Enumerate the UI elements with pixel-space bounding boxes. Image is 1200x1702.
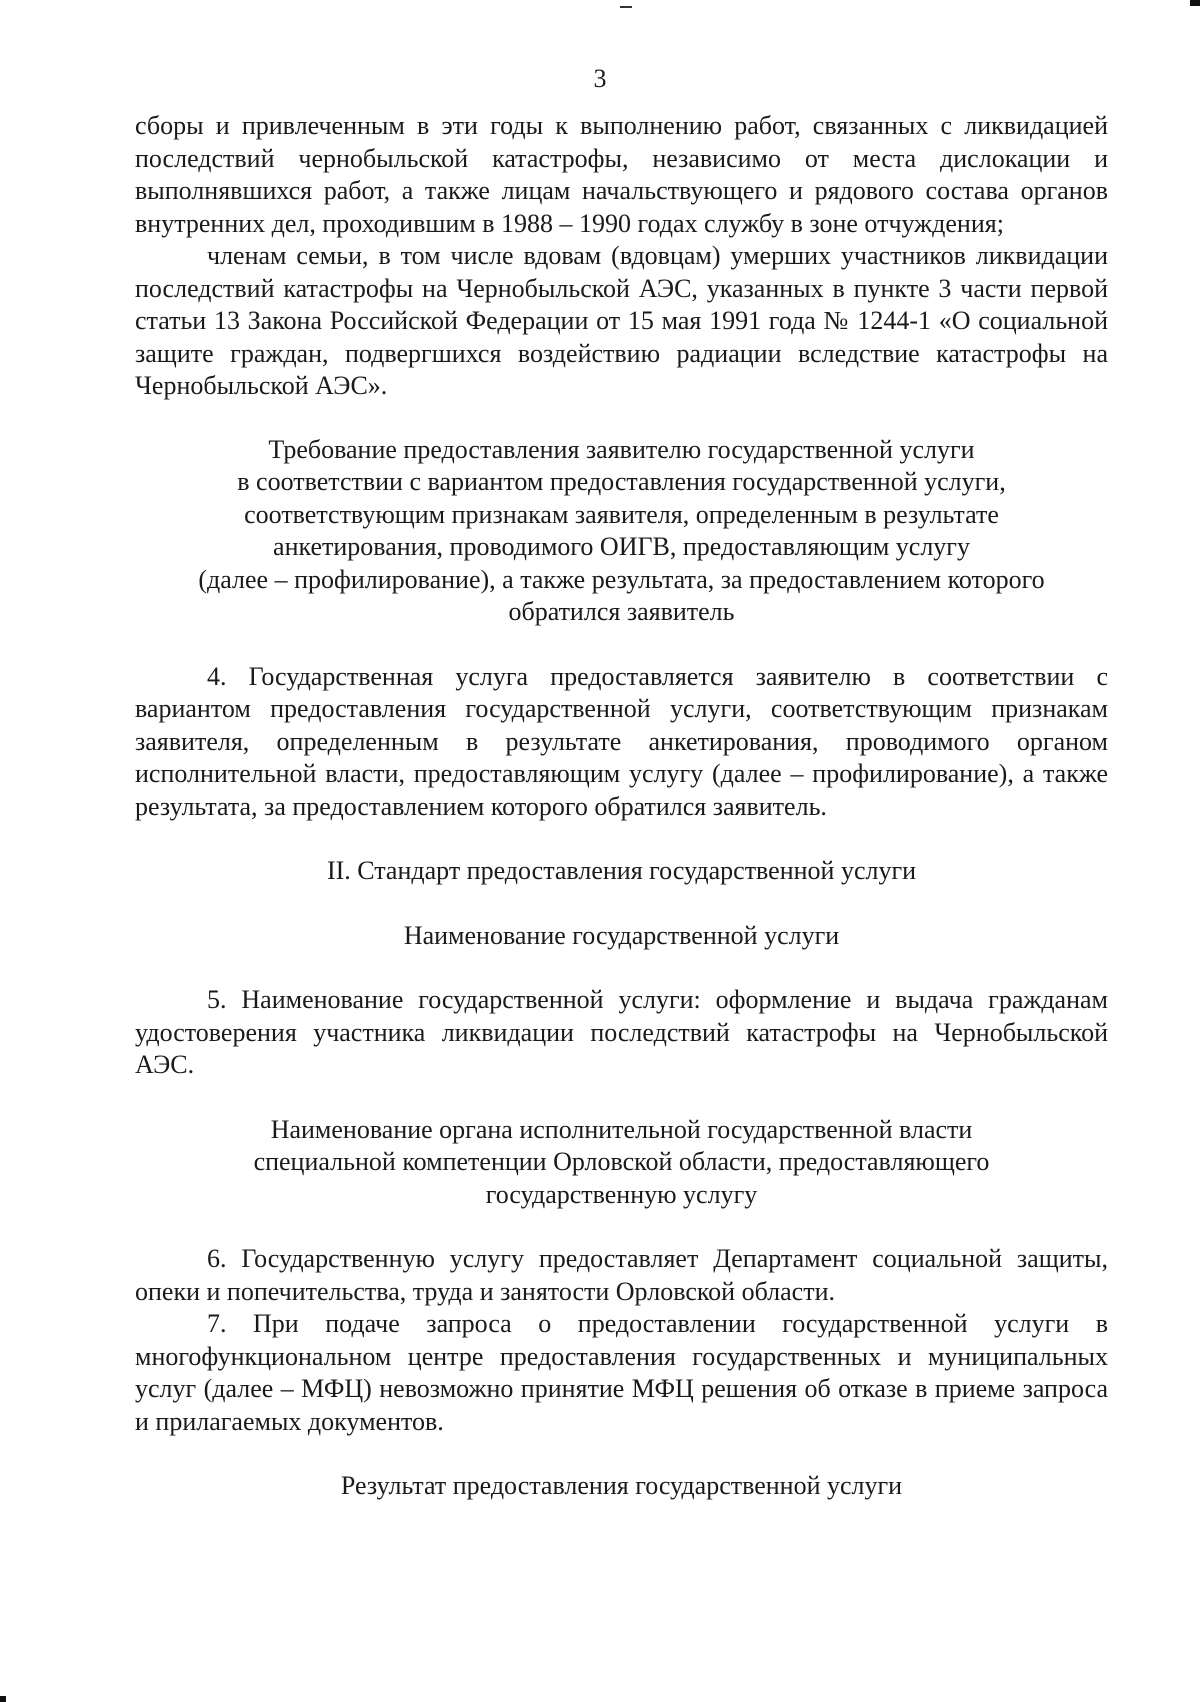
- heading-line: Наименование государственной услуги: [403, 920, 840, 950]
- heading-line: в соответствии с вариантом предоставления государственной услуги,: [237, 467, 1006, 496]
- section-heading-result: [135, 1470, 1108, 1503]
- heading-line: соответствующим признакам заявителя, определенным в результате: [244, 499, 999, 529]
- chapter-heading-standard: [135, 855, 1108, 888]
- heading-line: II. Стандарт предоставления государственной услуги: [326, 856, 917, 885]
- paragraph-7: 7. При подаче запроса о предоставлении государственной услуги в многофункциональном центре предоставления государственных и муниципальных услуг (далее – МФЦ) невозможно принятие МФЦ решения об отказе в приеме запроса и прилагаемых документов.: [135, 1309, 1108, 1436]
- paragraph-5: 5. Наименование государственной услуги: оформление и выдача гражданам удостоверения участника ликвидации последствий катастрофы на Чернобыльской АЭС.: [135, 985, 1108, 1079]
- page-number: 3: [593, 64, 607, 93]
- document-body: [135, 110, 1108, 1503]
- scan-artifact: [1190, 0, 1200, 6]
- heading-line: анкетирования, проводимого ОИГВ, предоставляющим услугу: [273, 532, 970, 561]
- heading-line: (далее – профилирование), а также результата, за предоставлением которого: [198, 564, 1045, 594]
- paragraph-continuation: сборы и привлеченным в эти годы к выполнению работ, связанных с ликвидацией последствий чернобыльской катастрофы, независимо от места дислокации и выполнявшихся работ, а также лицам начальствующего и рядового состава органов внутренних дел, проходившим в 1988 – 1990 годах службу в зоне отчуждения;: [135, 111, 1108, 238]
- section-heading-authority: [135, 1114, 1108, 1212]
- heading-line: Результат предоставления государственной услуги: [340, 1471, 903, 1500]
- section-heading-service-name: [135, 920, 1108, 953]
- scan-artifact: [620, 6, 632, 8]
- paragraph-4: 4. Государственная услуга предоставляется заявителю в соответствии с вариантом предоставления государственной услуги, соответствующим признакам заявителя, определенным в результате анкетирования, проводимого органом исполнительной власти, предоставляющим услугу (далее – профилирование), а также результата, за предоставлением которого обратился заявитель.: [135, 661, 1108, 821]
- heading-line: специальной компетенции Орловской области, предоставляющего: [253, 1147, 990, 1176]
- heading-line: обратился заявитель: [508, 597, 735, 626]
- paragraph-6: 6. Государственную услугу предоставляет Департамент социальной защиты, опеки и попечительства, труда и занятости Орловской области.: [135, 1244, 1108, 1306]
- heading-line: Наименование органа исполнительной государственной власти: [270, 1114, 973, 1144]
- scan-artifact: [0, 1696, 6, 1702]
- section-heading-profiling: [135, 434, 1108, 629]
- paragraph-family-members: членам семьи, в том числе вдовам (вдовцам) умерших участников ликвидации последствий катастрофы на Чернобыльской АЭС, указанных в пункте 3 части первой статьи 13 Закона Российской Федерации от 15 мая 1991 года № 1244-1 «О социальной защите граждан, подвергшихся воздействию радиации вследствие катастрофы на Чернобыльской АЭС».: [135, 241, 1108, 400]
- heading-line: государственную услугу: [485, 1179, 758, 1209]
- heading-line: Требование предоставления заявителю государственной услуги: [268, 434, 975, 464]
